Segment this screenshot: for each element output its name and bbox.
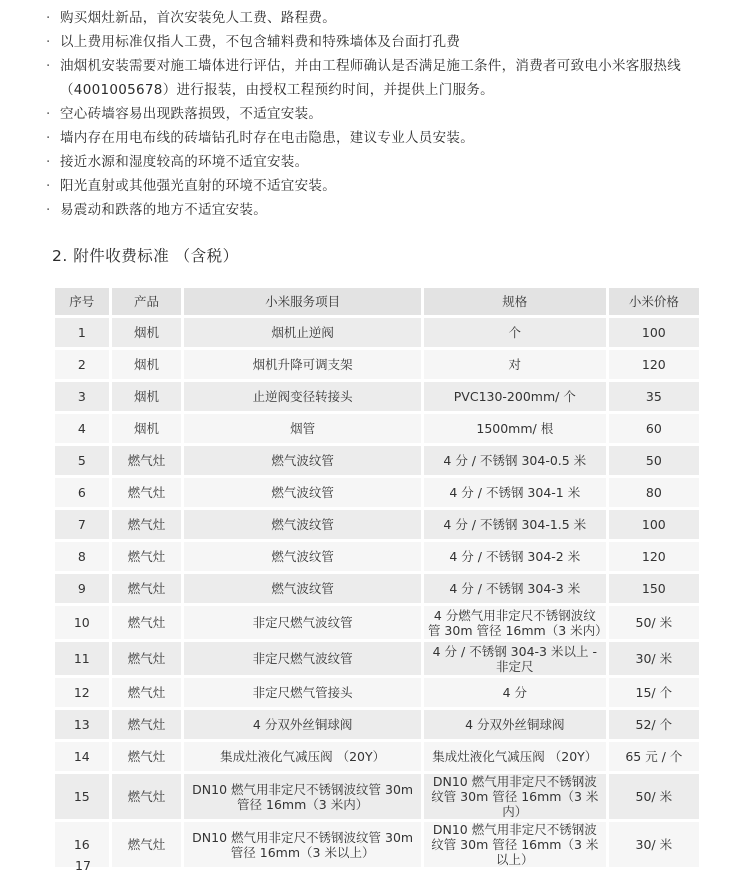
header-service-item: 小米服务项目 [184,288,421,315]
cell-price: 52/ 个 [609,710,699,739]
cell-index: 14 [55,742,109,771]
cell-index: 2 [55,350,109,379]
bullet: · [46,58,51,74]
cell-service-item: 止逆阀变径转接头 [184,382,421,411]
cell-spec: DN10 燃气用非定尺不锈钢波纹管 30m 管径 16mm（3 米内） [424,774,606,819]
cell-price: 120 [609,350,699,379]
bullet: · [46,130,51,146]
cell-spec: DN10 燃气用非定尺不锈钢波纹管 30m 管径 16mm（3 米以上） [424,822,606,867]
cell-index: 12 [55,678,109,707]
table-row [55,574,699,603]
cell-service-item: 集成灶液化气减压阀 （20Y） [184,742,421,771]
note-item: · 购买烟灶新品，首次安装免人工费、路程费。 [46,6,726,30]
table-row [55,478,699,507]
note-item: · 阳光直射或其他强光直射的环境不适宜安装。 [46,174,726,198]
cell-index: 9 [55,574,109,603]
cell-service-item: 非定尺燃气波纹管 [184,606,421,639]
cell-price: 100 [609,510,699,539]
header-spec: 规格 [424,288,606,315]
cell-spec: PVC130-200mm/ 个 [424,382,606,411]
cell-product: 烟机 [112,414,182,443]
cell-price: 35 [609,382,699,411]
note-item: · 以上费用标准仅指人工费，不包含辅料费和特殊墙体及台面打孔费 [46,30,726,54]
cell-spec: 个 [424,318,606,347]
cell-product: 燃气灶 [112,710,182,739]
cell-index: 8 [55,542,109,571]
cell-service-item: 烟机止逆阀 [184,318,421,347]
cell-product: 燃气灶 [112,478,182,507]
cell-service-item: 非定尺燃气波纹管 [184,642,421,675]
note-item: · 油烟机安装需要对施工墙体进行评估，并由工程师确认是否满足施工条件，消费者可致电小米客服热线（4001005678）进行报装，由授权工程预约时间，并提供上门服务。 [46,54,726,102]
cell-service-item: 燃气波纹管 [184,478,421,507]
cell-spec: 4 分 / 不锈钢 304-1 米 [424,478,606,507]
cell-product: 烟机 [112,382,182,411]
cell-index: 4 [55,414,109,443]
cell-product: 燃气灶 [112,446,182,475]
cell-price: 50/ 米 [609,774,699,819]
cell-product: 燃气灶 [112,574,182,603]
table-row [55,642,699,675]
cell-index: 6 [55,478,109,507]
table-row [55,318,699,347]
cell-index: 13 [55,710,109,739]
cell-index: 16 [55,822,109,867]
accessory-fee-table [52,285,702,870]
cell-service-item: 燃气波纹管 [184,446,421,475]
cell-price: 50 [609,446,699,475]
table-row [55,510,699,539]
cell-spec: 4 分 / 不锈钢 304-3 米以上 - 非定尺 [424,642,606,675]
cell-price: 60 [609,414,699,443]
cell-price: 80 [609,478,699,507]
cell-service-item: 烟管 [184,414,421,443]
cell-product: 烟机 [112,350,182,379]
cell-spec: 4 分 [424,678,606,707]
table-row [55,710,699,739]
cell-spec: 4 分燃气用非定尺不锈钢波纹管 30m 管径 16mm（3 米内） [424,606,606,639]
note-item: · 空心砖墙容易出现跌落损毁，不适宜安装。 [46,102,726,126]
note-item: · 墙内存在用电布线的砖墙钻孔时存在电击隐患，建议专业人员安装。 [46,126,726,150]
cell-spec: 对 [424,350,606,379]
note-item: · 接近水源和湿度较高的环境不适宜安装。 [46,150,726,174]
cell-service-item: DN10 燃气用非定尺不锈钢波纹管 30m 管径 16mm（3 米内） [184,774,421,819]
header-index: 序号 [55,288,109,315]
cell-product: 烟机 [112,318,182,347]
cell-price: 120 [609,542,699,571]
cell-product: 燃气灶 [112,678,182,707]
table-row [55,382,699,411]
table-row [55,606,699,639]
cell-spec: 4 分双外丝铜球阀 [424,710,606,739]
cell-service-item: 烟机升降可调支架 [184,350,421,379]
cell-service-item: 非定尺燃气管接头 [184,678,421,707]
cell-price: 15/ 个 [609,678,699,707]
cell-spec: 4 分 / 不锈钢 304-3 米 [424,574,606,603]
cell-index: 3 [55,382,109,411]
cell-product: 燃气灶 [112,542,182,571]
cell-product: 燃气灶 [112,742,182,771]
table-row [55,742,699,771]
cell-index: 10 [55,606,109,639]
cell-spec: 4 分 / 不锈钢 304-1.5 米 [424,510,606,539]
cell-service-item: 燃气波纹管 [184,574,421,603]
cell-service-item: 燃气波纹管 [184,510,421,539]
bullet: · [46,34,51,50]
cell-service-item: 4 分双外丝铜球阀 [184,710,421,739]
table-row [55,822,699,867]
cell-index: 11 [55,642,109,675]
table-row [55,414,699,443]
section-title: 2. 附件收费标准 （含税） [52,247,239,265]
cell-price: 100 [609,318,699,347]
table-row [55,774,699,819]
cell-product: 燃气灶 [112,774,182,819]
cell-product: 燃气灶 [112,606,182,639]
cell-index: 1 [55,318,109,347]
note-item: · 易震动和跌落的地方不适宜安装。 [46,198,726,222]
cell-service-item: DN10 燃气用非定尺不锈钢波纹管 30m 管径 16mm（3 米以上） [184,822,421,867]
cell-price: 30/ 米 [609,642,699,675]
cell-price: 65 元 / 个 [609,742,699,771]
bullet: · [46,154,51,170]
cell-spec: 集成灶液化气减压阀 （20Y） [424,742,606,771]
cell-service-item: 燃气波纹管 [184,542,421,571]
bullet: · [46,178,51,194]
bullet: · [46,10,51,26]
cell-spec: 4 分 / 不锈钢 304-2 米 [424,542,606,571]
bullet: · [46,106,51,122]
cell-index: 15 [55,774,109,819]
installation-notes [46,6,726,222]
cell-price: 150 [609,574,699,603]
cell-price: 30/ 米 [609,822,699,867]
cell-index: 7 [55,510,109,539]
header-price: 小米价格 [609,288,699,315]
cell-product: 燃气灶 [112,642,182,675]
bullet: · [46,202,51,218]
table-row [55,350,699,379]
table-header-row [55,288,699,315]
table-row [55,446,699,475]
table-row [55,542,699,571]
header-product: 产品 [112,288,182,315]
cell-spec: 4 分 / 不锈钢 304-0.5 米 [424,446,606,475]
table-row [55,678,699,707]
cell-price: 50/ 米 [609,606,699,639]
cell-spec: 1500mm/ 根 [424,414,606,443]
cell-product: 燃气灶 [112,822,182,867]
cell-product: 燃气灶 [112,510,182,539]
overflow-row-number: 17 [75,858,91,873]
cell-index: 5 [55,446,109,475]
